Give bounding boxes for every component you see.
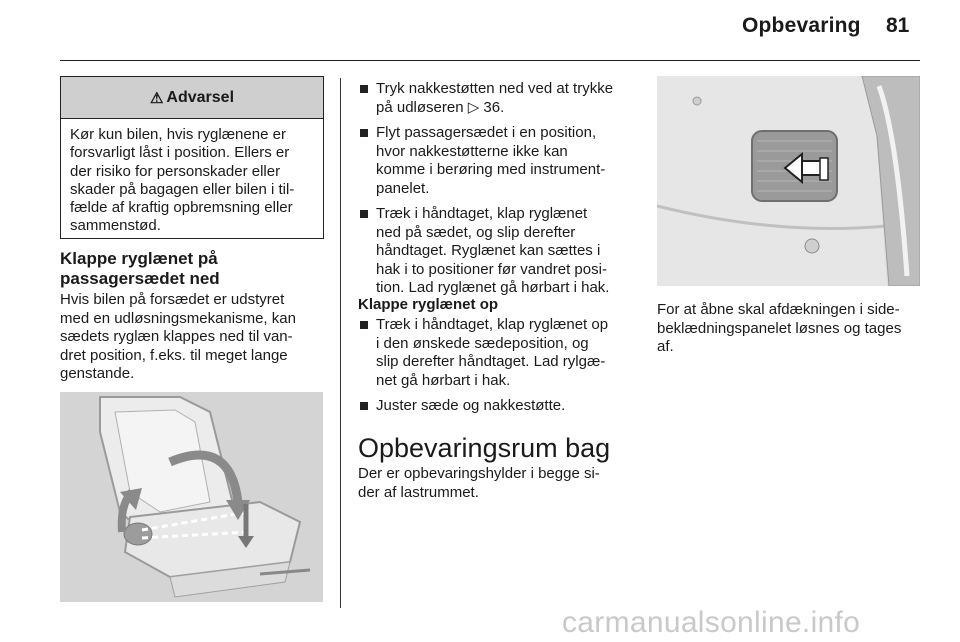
list-item-line: Juster sæde og nakkestøtte. <box>376 397 566 414</box>
list-item-line: Træk i håndtaget, klap ryglænet <box>376 205 588 222</box>
side-panel-illustration <box>657 76 920 286</box>
seat-illustration <box>60 392 323 602</box>
storage-paragraph <box>358 465 630 502</box>
seat-drawing <box>60 392 323 602</box>
paragraph-line: med en udløsningsmekanisme, kan <box>60 309 296 327</box>
paragraph-line: Hvis bilen på forsædet er udstyret <box>60 291 285 308</box>
list-item-line: Træk i håndtaget, klap ryglænet op <box>376 316 609 333</box>
side-panel-paragraph <box>657 301 932 357</box>
page-number: 81 <box>886 14 910 37</box>
list-item-line: hak i to positioner før vandret posi- <box>376 260 607 278</box>
fold-up-subheading: Klappe ryglænet op <box>358 296 499 313</box>
warning-line: der risiko for personskader eller <box>70 162 281 180</box>
list-item-line: i den ønskede sædeposition, og <box>376 334 589 352</box>
heading-line: Klappe ryglænet på <box>60 249 218 268</box>
list-item-line: hvor nakkestøtterne ikke kan <box>376 142 568 160</box>
warning-line: Kør kun bilen, hvis ryglænene er <box>70 126 286 143</box>
warning-text <box>61 119 323 236</box>
paragraph-line: der af lastrummet. <box>358 483 479 501</box>
warning-title: Advarsel <box>166 88 235 106</box>
paragraph-line: Der er opbevaringshylder i begge si- <box>358 465 600 482</box>
list-item <box>358 80 630 117</box>
paragraph-line: genstande. <box>60 365 135 382</box>
list-item-line: Flyt passagersædet i en position, <box>376 124 597 141</box>
list-item <box>358 316 630 390</box>
paragraph-line: af. <box>657 338 674 355</box>
warning-line: forsvarligt låst i position. Ellers er <box>70 144 290 162</box>
heading-line: passagersædet ned <box>60 269 220 288</box>
warning-triangle-icon: ⚠ <box>149 89 164 107</box>
paragraph-line: beklædningspanelet løsnes og tages <box>657 319 902 337</box>
header-rule <box>60 60 920 61</box>
warning-header <box>61 77 323 119</box>
list-item <box>358 397 630 416</box>
fold-down-steps <box>358 80 630 298</box>
fold-up-steps <box>358 316 630 416</box>
list-item-line: Tryk nakkestøtten ned ved at trykke <box>376 80 614 97</box>
side-panel-drawing <box>657 76 920 286</box>
warning-line: skader på bagagen eller bilen i til- <box>70 180 295 198</box>
paragraph-line: For at åbne skal afdækningen i side- <box>657 301 900 318</box>
page-title: Opbevaring <box>742 14 861 37</box>
warning-line: sammenstød. <box>70 217 161 235</box>
list-item <box>358 124 630 198</box>
list-item-line: på udløseren ▷ 36. <box>376 98 505 116</box>
warning-line: fælde af kraftig opbremsning eller <box>70 199 293 217</box>
warning-box <box>60 76 324 239</box>
watermark: carmanualsonline.info <box>562 606 861 639</box>
section-heading-storage: Opbevaringsrum bag <box>358 433 611 463</box>
list-item-line: komme i berøring med instrument- <box>376 161 606 178</box>
list-item-line: net gå hørbart i hak. <box>376 371 511 389</box>
paragraph-line: sædets ryglæn klappes ned til van- <box>60 328 293 345</box>
paragraph-line: dret position, f.eks. til meget lange <box>60 346 288 364</box>
list-item-line: håndtaget. Ryglænet kan sættes i <box>376 242 601 259</box>
list-item-line: ned på sædet, og slip derefter <box>376 223 576 241</box>
section-heading-fold-down <box>60 249 330 289</box>
column-divider <box>340 78 341 608</box>
list-item-line: panelet. <box>376 179 430 197</box>
list-item <box>358 205 630 298</box>
list-item-line: slip derefter håndtaget. Lad rylgæ- <box>376 353 606 370</box>
fold-down-paragraph <box>60 291 330 384</box>
list-item-line: tion. Lad ryglænet gå hørbart i hak. <box>376 279 610 296</box>
